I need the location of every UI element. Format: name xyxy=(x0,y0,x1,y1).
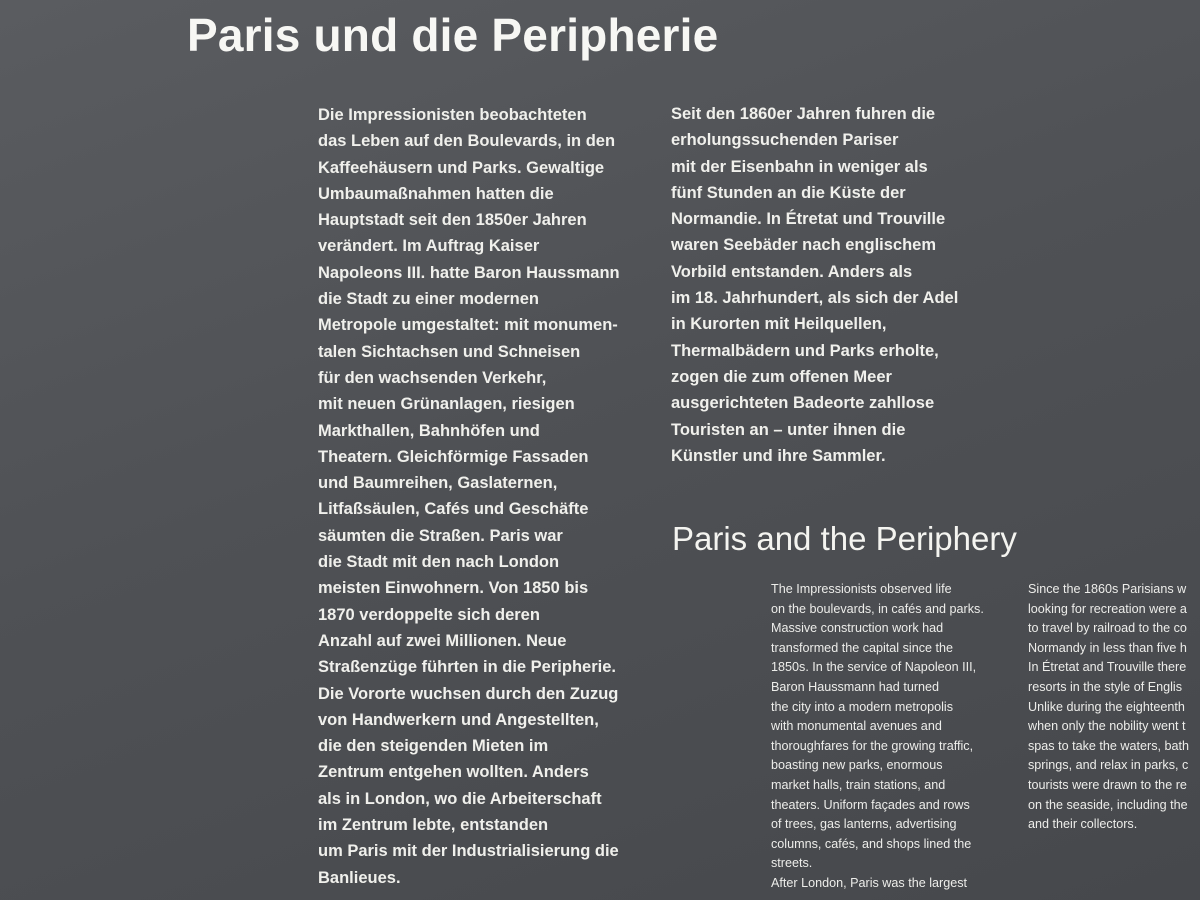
german-text-line: Künstler und ihre Sammler. xyxy=(671,446,886,465)
german-text-line: Thermalbädern und Parks erholte, xyxy=(671,341,939,360)
german-text-line: Die Impressionisten beobachteten xyxy=(318,106,587,124)
german-text-line: mit der Eisenbahn in weniger als xyxy=(671,157,928,176)
english-text-line: market halls, train stations, and xyxy=(771,777,946,792)
german-text-line: Markthallen, Bahnhöfen und xyxy=(318,421,540,440)
german-text-line: für den wachsenden Verkehr, xyxy=(318,368,547,387)
english-text-line: Unlike during the eighteenth xyxy=(1028,699,1185,714)
german-text-line: fünf Stunden an die Küste der xyxy=(671,183,906,202)
german-text-line: zogen die zum offenen Meer xyxy=(671,367,892,386)
german-text-line: um Paris mit der Industrialisierung die xyxy=(318,842,619,861)
german-text-line: mit neuen Grünanlagen, riesigen xyxy=(318,395,575,414)
german-text-line: Zentrum entgehen wollten. Anders xyxy=(318,763,589,782)
german-text-line: im 18. Jahrhundert, als sich der Adel xyxy=(671,289,959,308)
german-title: Paris und die Peripherie xyxy=(187,9,719,61)
german-text-column-1 xyxy=(318,102,620,891)
english-text-line: Massive construction work had xyxy=(771,621,944,636)
english-text-line: looking for recreation were a xyxy=(1028,601,1187,616)
english-text-line: The Impressionists observed life xyxy=(771,582,952,596)
german-text-line: das Leben auf den Boulevards, in den xyxy=(318,132,616,151)
english-text-line: to travel by railroad to the co xyxy=(1028,621,1187,636)
english-text-line: of trees, gas lanterns, advertising xyxy=(771,817,957,832)
german-text-line: Die Vororte wuchsen durch den Zuzug xyxy=(318,684,619,703)
german-text-line: Hauptstadt seit den 1850er Jahren xyxy=(318,211,587,230)
german-text-line: Theatern. Gleichförmige Fassaden xyxy=(318,447,589,466)
german-text-line: 1870 verdoppelte sich deren xyxy=(318,605,540,624)
german-text-line: im Zentrum lebte, entstanden xyxy=(318,816,549,835)
english-text-line: on the seaside, including the xyxy=(1028,797,1188,812)
english-text-line: the city into a modern metropolis xyxy=(771,699,953,714)
english-text-line: with monumental avenues and xyxy=(771,719,942,734)
english-text-line: and their collectors. xyxy=(1028,817,1138,832)
english-text-column-1 xyxy=(771,580,984,894)
german-text-line: Seit den 1860er Jahren fuhren die xyxy=(671,105,936,123)
german-text-line: die Stadt zu einer modernen xyxy=(318,290,539,309)
german-text-line: Touristen an – unter ihnen die xyxy=(671,420,906,439)
german-text-line: Anzahl auf zwei Millionen. Neue xyxy=(318,631,567,650)
english-title: Paris and the Periphery xyxy=(672,520,1017,557)
english-text-line: Baron Haussmann had turned xyxy=(771,679,940,694)
english-text-line: on the boulevards, in cafés and parks. xyxy=(771,601,984,616)
english-text-line: In Étretat and Trouville there xyxy=(1028,660,1187,675)
german-text-line: säumten die Straßen. Paris war xyxy=(318,526,563,545)
german-text-line: als in London, wo die Arbeiterschaft xyxy=(318,789,602,808)
german-text-line: von Handwerkern und Angestellten, xyxy=(318,710,599,729)
german-text-line: Umbaumaßnahmen hatten die xyxy=(318,184,554,203)
english-text-column-2 xyxy=(1028,580,1200,835)
german-text-line: verändert. Im Auftrag Kaiser xyxy=(318,237,540,256)
german-text-line: die den steigenden Mieten im xyxy=(318,737,549,756)
german-text-line: ausgerichteten Badeorte zahllose xyxy=(671,394,935,413)
english-text-line: streets. xyxy=(771,856,813,871)
english-text-line: thoroughfares for the growing traffic, xyxy=(771,738,974,753)
english-text-line: when only the nobility went t xyxy=(1028,719,1186,734)
english-text-line: Normandy in less than five h xyxy=(1028,640,1187,655)
english-text-line: After London, Paris was the largest xyxy=(771,875,968,890)
german-text-line: Banlieues. xyxy=(318,868,401,887)
english-text-line: springs, and relax in parks, c xyxy=(1028,758,1189,773)
german-text-line: Metropole umgestaltet: mit monumen- xyxy=(318,316,618,335)
german-text-line: Normandie. In Étretat und Trouville xyxy=(671,210,946,229)
german-text-line: talen Sichtachsen und Schneisen xyxy=(318,342,581,361)
german-text-line: die Stadt mit den nach London xyxy=(318,553,560,572)
german-text-line: Kaffeehäusern und Parks. Gewaltige xyxy=(318,158,605,177)
english-text-line: columns, cafés, and shops lined the xyxy=(771,836,972,851)
german-text-line: Napoleons III. hatte Baron Haussmann xyxy=(318,263,620,282)
english-text-line: theaters. Uniform façades and rows xyxy=(771,797,970,812)
english-text-line: boasting new parks, enormous xyxy=(771,758,943,773)
english-text-line: 1850s. In the service of Napoleon III, xyxy=(771,660,977,675)
german-text-line: meisten Einwohnern. Von 1850 bis xyxy=(318,579,589,598)
english-text-line: transformed the capital since the xyxy=(771,640,954,655)
german-text-line: Litfaßsäulen, Cafés und Geschäfte xyxy=(318,500,589,519)
english-text-line: tourists were drawn to the re xyxy=(1028,777,1187,792)
english-text-line: spas to take the waters, bath xyxy=(1028,738,1190,753)
german-text-line: Straßenzüge führten in die Peripherie. xyxy=(318,658,616,677)
german-text-line: in Kurorten mit Heilquellen, xyxy=(671,315,887,334)
german-text-line: Vorbild entstanden. Anders als xyxy=(671,262,913,281)
english-text-line: Since the 1860s Parisians w xyxy=(1028,582,1187,596)
german-text-line: und Baumreihen, Gaslaternen, xyxy=(318,474,558,493)
german-text-column-2 xyxy=(671,101,958,469)
german-text-line: waren Seebäder nach englischem xyxy=(671,236,937,255)
german-text-line: erholungssuchenden Pariser xyxy=(671,131,899,150)
english-text-line: resorts in the style of Englis xyxy=(1028,679,1182,694)
